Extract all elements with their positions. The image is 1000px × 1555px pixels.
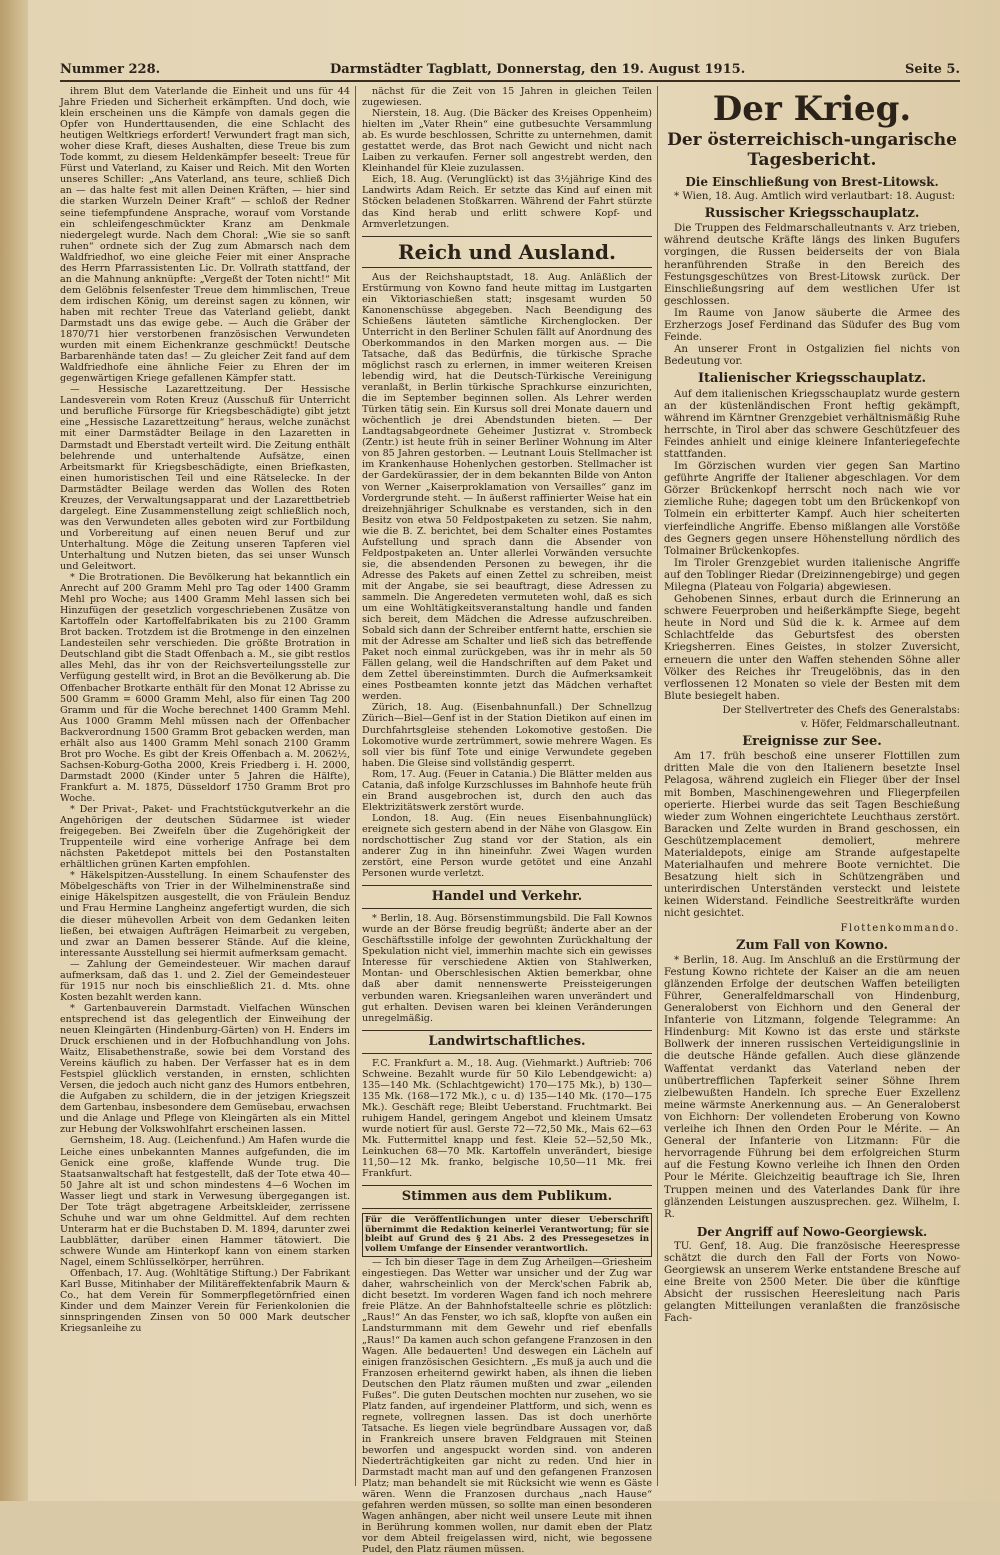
article-paragraph: London, 18. Aug. (Ein neues Eisenbahnunglück) ereignete sich gestern abend in der Nähe von Glasgow. Ein nordschottischer Zug stand vor der Station, als ein anderer Zug in ihn hineinfuhr. Zwei Wagen wurden zerstört, eine Person wurde getötet und eine Anzahl Personen wurde verletzt. — [362, 812, 652, 880]
subheading: Italienischer Kriegsschauplatz. — [697, 371, 927, 387]
subheading: Die Einschließung von Brest-Litowsk. — [685, 175, 939, 189]
article-paragraph: * Gartenbauverein Darmstadt. Vielfachen Wünschen entsprechend ist das gelegentlich der Einweihung der neuen Kleingärten (Hindenburg-Gärten) von H. Enders im Druck erschienen und in der Hofbuchhandlung von Johs. Waitz, Elisabethenstraße, sowie bei dem Vorstand des Vereins käuflich zu haben. Der Verfasser hat es in dem Festspiel glücklich verstanden, in ernsten, schlichten Versen, die jedoch auch nicht ganz des Humors entbehren, die Aufgaben zu schildern, die in der jetzigen Kriegszeit dem Gartenbau, insbesondere dem Gemüsebau, erwachsen und die Anlage und Pflege von Kleingärten als ein Mittel zur Hebung der Volkswohlfahrt erscheinen lassen. — [60, 1002, 350, 1136]
header-rule — [60, 80, 960, 82]
section-heading-handel: Handel und Verkehr. — [362, 885, 652, 909]
article-paragraph: ihrem Blut dem Vaterlande die Einheit und uns für 44 Jahre Frieden und Sicherheit erkämpften. Und doch, wie klein erscheinen uns die Kämpfe von damals gegen die Opfer von Hunderttausenden, die eine Schlacht des heutigen Weltkriegs erfordert! Verwundert fragt man sich, woher diese Kraft, dieses Aushalten, diese Treue bis zum Tode kommt, zu diesem Heldenkämpfer beseelt: Treue für Fürst und Vaterland, zu Kaiser und Reich. Mit den Worten unseres Schiller: „Ans Vaterland, ans teure, schließ Dich an — das halte fest mit allen Deinen Kräften, — hier sind die starken Wurzeln Deiner Kraft“ — schloß der Redner seine tiefempfundene Ansprache, worauf vom Vorstande ein schleifengeschmückter Kranz am Denkmale niedergelegt wurde. Nach dem Choral: „Wie sie so sanft ruhen“ ordnete sich der Zug zum Abmarsch nach dem Waldfriedhof, wo eine gleiche Feier mit einer Ansprache des Herrn Pfarrassistenten Lic. Dr. Vollrath stattfand, der an die Mahnung anknüpfte: „Vergeßt der Toten nicht!“ Mit dem Gelöbnis felsenfester Treue dem himmlischen, Treue dem irdischen König, um dereinst sagen zu können, wir haben mit rechter Treue das Vaterland geliebt, dankt Darmstadt uns das ewige gebe. — Auch die Gräber der 1870/71 hier verstorbenen französischen Verwundeten wurden mit einem Eichenkranze geschmückt! Deutsche Barbarenhände taten das! — Zu gleicher Zeit fand auf dem Waldfriedhofe eine ähnliche Feier zu Ehren der im gegenwärtigen Kriege gefallenen Kämpfer statt. — [60, 86, 350, 385]
editorial-disclaimer: Für die Veröffentlichungen unter dieser Ueberschrift übernimmt die Redaktion keinerlei Verantwortung; für sie bleibt auf Grund des § 21 Abs. 2 des Pressegesetzes in vollem Umfange der Einsender verantwortlich. — [362, 1213, 652, 1257]
page-header — [60, 62, 960, 80]
article-paragraph: — Zahlung der Gemeindesteuer. Wir machen darauf aufmerksam, daß das 1. und 2. Ziel der Gemeindesteuer für 1915 nur noch bis einschließlich 21. d. Mts. ohne Kosten bezahlt werden kann. — [60, 958, 350, 1003]
headline-der-krieg: Der Krieg. — [712, 89, 912, 129]
signature-line: v. Höfer, Feldmarschalleutnant. — [800, 719, 960, 731]
article-paragraph: Gehobenen Sinnes, erbaut durch die Erinnerung an schwere Feuerproben und heißerkämpfte Siege, begeht heute in Nord und Süd die k. k. Armee auf dem Schlachtfelde das Geburtsfest des obersten Kriegsherren. Eines Geistes, in stolzer Zuversicht, erneuern die unter den Waffen stehenden Söhne aller Völker des Reiches ihr Treugelöbnis, das in den verflossenen 12 Monaten so viele der Besten mit dem Blute besiegelt haben. — [664, 594, 960, 702]
article-paragraph: Im Görzischen wurden vier gegen San Martino geführte Angriffe der Italiener abgeschlagen. Vor dem Görzer Brückenkopf herrscht noch nach wie vor ziemliche Ruhe; dagegen tobt um den Brückenkopf von Tolmein ein erbitterter Kampf. Auch hier scheiterten vierfeindliche Angriffe. Ebenso mißlangen alle Vorstöße des Gegners gegen unsere Höhenstellung nördlich des Tolmainer Brückenkopfes. — [664, 461, 960, 557]
article-paragraph: Im Tiroler Grenzgebiet wurden italienische Angriffe auf den Toblinger Riedar (Dreizinnengebirge) und gegen Milegna (Plateau von Folgaria) abgewiesen. — [664, 557, 960, 593]
article-paragraph: Zürich, 18. Aug. (Eisenbahnunfall.) Der Schnellzug Zürich—Biel—Genf ist in der Station Dietikon auf einen im Durchfahrtsgleise stehenden Lokomotive gestoßen. Die Lokomotive wurde zertrümmert, sowie mehrere Wagen. Es soll vier bis fünf Tote und einige Verwundete gegeben haben. Die Gleise sind vollständig gesperrt. — [362, 702, 652, 769]
subheading: Russischer Kriegsschauplatz. — [704, 206, 920, 222]
issue-number: Nummer 228. — [60, 62, 161, 77]
article-paragraph: Auf dem italienischen Kriegsschauplatz wurde gestern an der küstenländischen Front heftig gekämpft, während im Kärntner Grenzgebiet verhältnismäßig Ruhe herrschte, in Tirol aber das schwere Geschützfeuer des Feindes anhielt und einige kleinere Infanteriegefechte stattfanden. — [664, 388, 960, 460]
article-paragraph: * Berlin, 18. Aug. Börsenstimmungsbild. Die Fall Kownos wurde an der Börse freudig begrüßt; änderte aber an der Geschäftsstille infolge der gewohnten Zurückhaltung der Spekulation nicht viel, immerhin machte sich ein gewisses Interesse für verschiedene Aktien von Stahlwerken, Montan- und Oberschlesischen Aktien bemerkbar, ohne daß aber damit nennenswerte Preissteigerungen verbunden waren. Kriegsanleihen waren unverändert und gut erhalten. Devisen waren bei kleinen Veränderungen unregelmäßig. — [362, 913, 652, 1024]
article-paragraph: Nierstein, 18. Aug. (Die Bäcker des Kreises Oppenheim) hielten im „Vater Rhein“ eine gutbesuchte Versammlung ab. Es wurde beschlossen, Schritte zu unternehmen, damit gestattet werde, das Brot nach Gewicht und nicht nach Laiben zu verkaufen. Ferner soll angestrebt werden, den Kleinhandel für Kleie zuzulassen. — [362, 108, 652, 175]
article-paragraph: Aus der Reichshauptstadt, 18. Aug. Anläßlich der Erstürmung von Kowno fand heute mittag im Lustgarten ein Viktoriaschießen statt; insgesamt wurden 50 Kanonenschüsse abgegeben. Nach Beendigung des Schießens läuteten sämtliche Kirchenglocken. Der Unterricht in den Berliner Schulen fällt auf Anordnung des Oberkommandos in den Marken morgen aus. — Die Tatsache, daß das Bedürfnis, die türkische Sprache möglichst rasch zu erlernen, in immer weiteren Kreisen lebendig wird, hat die Deutsch-Türkische Vereinigung veranlaßt, in Berlin türkische Sprachkurse einzurichten, die im September beginnen sollen. Als Lehrer werden Türken tätig sein. Ein Kursus soll drei Monate dauern und wöchentlich je drei Abendstunden bieten. — Der Landtagsabgeordnete Geheimer Justizrat v. Strombeck (Zentr.) ist heute früh in seiner Berliner Wohnung im Alter von 85 Jahren gestorben. — Leutnant Louis Stellmacher ist im Krankenhause Hohenlychen gestorben. Stellmacher ist der Gardekürassier, der in dem bekannten Bilde von Anton von Werner „Kaiserproklamation von Versailles“ ganz im Vordergrunde steht. — In äußerst raffinierter Weise hat ein dreizehnjähriger Schulknabe es verstanden, sich in den Besitz von etwa 50 Feldpostpaketen zu setzen. Sie nahm, wie die B. Z. berichtet, bei dem Schalter eines Postamtes Aufstellung und sprach dann die Absender von Feldpostpaketen an. Unter allerlei Vorwänden versuchte sie, die absendenden Personen zu bewegen, ihr die Adresse des Pakets auf einen Zettel zu schreiben, meist mit der Angabe, sie sei beauftragt, diese Adressen zu sammeln. Die Angeredeten vermuteten wohl, daß es sich um eine Wohltätigkeitsveranstaltung handle und fanden sich bereit, dem Mädchen die Adresse aufzuschreiben. Sobald sich dann der Schreiber entfernt hatte, erschien sie mit der Adresse am Schalter und ließ sich das betreffende Paket noch einmal zurückgeben, was ihr in mehr als 50 Fällen gelang, weil die Handschriften auf dem Paket und dem Zettel übereinstimmten. Durch die Aufmerksamkeit eines Postbeamten konnte jetzt das Mädchen verhaftet werden. — [362, 271, 652, 703]
signature-line: Der Stellvertreter des Chefs des Generalstabs: — [722, 704, 960, 716]
subheading: Ereignisse zur See. — [742, 734, 882, 750]
article-paragraph: F.C. Frankfurt a. M., 18. Aug. (Viehmarkt.) Auftrieb: 706 Schweine. Bezahlt wurde für 50 Kilo Lebendgewicht: a) 135—140 Mk. (Schlachtgewicht) 170—175 Mk.), b) 130—135 Mk. (168—172 Mk.), c u. d) 135—140 Mk. (170—175 Mk.). Geschäft rege; Bleibt Ueberstand. Fruchtmarkt. Bei ruhigem Handel, geringem Angebot und kleinem Umsatz wurde notiert für ausl. Gerste 72—72,50 Mk., Mais 62—63 Mk. Futtermittel knapp und fest. Kleie 52—52,50 Mk., Leinkuchen 68—70 Mk. Kartoffeln unverändert, biesige 11,50—12 Mk. franko, belgische 10,50—11 Mk. frei Frankfurt. — [362, 1057, 652, 1180]
subheading: Zum Fall von Kowno. — [735, 937, 889, 953]
subheading: Der Angriff auf Nowo-Georgiewsk. — [696, 1224, 928, 1239]
article-paragraph: * Wien, 18. Aug. Amtlich wird verlautbart: 18. August: — [674, 191, 956, 203]
article-paragraph: Offenbach, 17. Aug. (Wohltätige Stiftung.) Der Fabrikant Karl Busse, Mitinhaber der Militäreffektenfabrik Maurn & Co., hat dem Verein für Sommerpflegetörnfried einen Kinder und dem Mainzer Verein für Ferienkolonien die sinnspringenden Zinsen von 50 000 Mark deutscher Kriegsanleihe zu — [60, 1268, 350, 1335]
article-paragraph: — Hessische Lazarettzeitung. Der Hessische Landesverein vom Roten Kreuz (Ausschuß für Unterricht und berufliche Fürsorge für Kriegsbeschädigte) gibt jetzt eine „Hessische Lazarettzeitung“ heraus, welche zunächst mit einer Darmstädter Beilage in den Lazaretten in Darmstadt und Eberstadt verteilt wird. Die Zeitung enthält belehrende und unterhaltende Aufsätze, einen Arbeitsmarkt für Kriegsbeschädigte, einen Briefkasten, einen humoristischen Teil und eine Rätselecke. In der Darmstädter Beilage werden das Wollen des Roten Kreuzes, der Verwaltungsapparat und der Lazarettbetrieb dargelegt. Eine Zusammenstellung zeigt schließlich noch, was den Verwundeten alles geboten wird zur Fortbildung und Vorbereitung auf einen neuen Beruf und zur Unterhaltung. Möge die Zeitung unseren Tapferen viel Unterhaltung und Nutzen bieten, das sei unser Wunsch und Geleitwort. — [60, 384, 350, 573]
article-paragraph: Gernsheim, 18. Aug. (Leichenfund.) Am Hafen wurde die Leiche eines unbekannten Mannes aufgefunden, die im Genick eine große, klaffende Wunde trug. Die Staatsanwaltschaft hat festgestellt, daß der Tote etwa 40—50 Jahre alt ist und schon mindestens 4—6 Wochen im Wasser liegt und stark in Verwesung übergegangen ist. Der Tote trägt abgetragene Arbeitskleider, zerrissene Schuhe und war um ohne Geldmittel. Auf dem rechten Unterarm hat er die Buchstaben D. M. 1894, darunter zwei Laubblätter, darüber einen Hammer tätowiert. Die schwere Wunde am Hinterkopf kann von einem starken Nagel, einem Schlüsselkörper, herrühren. — [60, 1135, 350, 1268]
headline-tagesbericht: Der österreichisch-ungarische Tagesbericht. — [667, 130, 957, 170]
page-number: Seite 5. — [905, 62, 960, 77]
article-paragraph: * Die Brotrationen. Die Bevölkerung hat bekanntlich ein Anrecht auf 200 Gramm Mehl pro Tag oder 1400 Gramm Mehl pro Woche; aus 1400 Gramm Mehl lassen sich bei Hinzufügen der gesetzlich vorgeschriebenen Zusätze von Kartoffeln oder Kartoffelfabrikaten bis zu 2100 Gramm Brot backen. Trotzdem ist die Brotmenge in den einzelnen Landesteilen sehr verschieden. Die größte Brotration in Deutschland gibt die Stadt Offenbach a. M., sie gibt restlos alles Mehl, das ihr von der Reichsverteilungsstelle zur Verfügung gestellt wird, in Brot an die Bevölkerung ab. Die Offenbacher Brotkarte enthält für den Monat 12 Abrisse zu 500 Gramm = 6000 Gramm Mehl, also für einen Tag 200 Gramm und für die Woche berechnet 1400 Gramm Mehl. Aus 1000 Gramm Mehl müssen nach der Offenbacher Backverordnung 1500 Gramm Brot gebacken werden, man erhält also aus 1400 Gramm Mehl sonach 2100 Gramm Brot pro Woche. Es gibt der Kreis Offenbach a. M. 2062½, Sachsen-Koburg-Gotha 2000, Kreis Friedberg i. H. 2000, Darmstadt 2000 (Kinder unter 5 Jahren die Hälfte), Frankfurt a. M. 1875, Düsseldorf 1750 Gramm Brot pro Woche. — [60, 572, 350, 804]
section-heading-reich-ausland: Reich und Ausland. — [362, 236, 652, 268]
masthead-date: Darmstädter Tagblatt, Donnerstag, den 19. August 1915. — [330, 62, 746, 77]
article-paragraph: Im Raume von Janow säuberte die Armee des Erzherzogs Josef Ferdinand das Südufer des Bug vom Feinde. — [664, 307, 960, 344]
article-paragraph: * Der Privat-, Paket- und Frachtstückgutverkehr an die Angehörigen der deutschen Südarmee ist wieder freigegeben. Bei Zweifeln über die Zugehörigkeit der Truppenteile wird eine vorherige Anfrage bei dem nächsten Paketdepot mittels bei den Postanstalten erhältlichen grünen Karten empfohlen. — [60, 804, 350, 871]
article-paragraph: Die Truppen des Feldmarschalleutnants v. Arz trieben, während deutsche Kräfte längs des linken Bugufers vorgingen, die Russen beiderseits der von Biala heranführenden Straße in den Bereich des Festungsgeschützes von Brest-Litowsk zurück. Der Einschließungsring auf dem westlichen Ufer ist geschlossen. — [664, 223, 960, 307]
article-paragraph: Am 17. früh beschoß eine unserer Flottillen zum dritten Male die von den Italienern besetzte Insel Pelagosa, während zugleich ein Flieger über der Insel mit Bomben, Maschinengewehren und Fliegerpfeilen operierte. Hierbei wurde das seit Tagen Beschießung wieder zum Wohnen eingerichtete Leuchthaus zerstört. Baracken und Zelte wurden in Brand geschossen, ein Geschützemplacement demoliert, mehrere Materialdepots, einige am Strande aufgestapelte Materialhaufen und mehrere Boote vernichtet. Die Besatzung hielt sich in Schützengräben und unterirdischen Unterständen versteckt und leistete keinen Widerstand. Feindliche Seestreitkräfte wurden nicht gesichtet. — [664, 751, 960, 920]
column-1 — [60, 86, 350, 1491]
page-spine — [0, 0, 28, 1501]
article-paragraph: * Häkelspitzen-Ausstellung. In einem Schaufenster des Möbelgeschäfts von Trier in der Wilhelminenstraße sind einige Häkelspitzen ausgestellt, die von Fräulein Benduz und Frau Hermine Langheinz angefertigt wurden, die sich die dieser mühevollen Arbeit von dem Gedanken leiten ließen, bei etwaigen Aufträgen Heimarbeit zu vergeben, und zwar an Damen besserer Stände. Auf die kleine, interessante Ausstellung sei hiermit aufmerksam gemacht. — [60, 870, 350, 959]
article-paragraph: TU. Genf, 18. Aug. Die französische Heerespresse schätzt die durch den Fall der Forts von Nowo-Georgiewsk an unserem Werke entstandene Bresche auf eine Breite von 2500 Meter. Die über die künftige Absicht der russischen Heeresleitung nach Paris gelangten Mitteilungen veranlaßten die französische Fach- — [664, 1240, 960, 1325]
column-rule-1 — [355, 86, 356, 1486]
column-3 — [664, 86, 960, 1491]
article-paragraph: — Ich bin dieser Tage in dem Zug Arheilgen—Griesheim eingestiegen. Das Wetter war unsicher und der Zug war daher, wahrscheinlich von der Merck'schen Fabrik ab, dicht besetzt. Im vorderen Wagen fand ich noch mehrere freie Plätze. An der Bahnhofstalteelle schrie es plötzlich: „Raus!“ An das Fenster, wo ich saß, klopfte von außen ein Landsturmmann mit dem Gewehr und rief ebenfalls „Raus!“ Da kamen auch schon gefangene Franzosen in den Wagen. Alle bedauerten! Und deswegen ein Lächeln auf einigen französischen Gesichtern. „Es muß ja auch und die Franzosen erheiternd gewirkt haben, als ihnen die lieben Deutschen den Platz räumen mußten und zwar „eilenden Fußes“. Die guten Deutschen mochten nur zusehen, wo sie Platz fanden, auf irgendeiner Plattform, und sich, wenn es regnete, vollregnen lassen. Das ist doch unerhörte Tatsache. Es liegen viele begründbare Aussagen vor, daß in Frankreich unsere braven Feldgrauen mit Steinen beworfen und angespuckt worden sind. von anderen Niederträchtigkeiten gar nicht zu reden. Und hier in Darmstadt macht man auf und den gefangenen Franzosen Platz; man behandelt sie mit Rücksicht wie wenn es Gäste wären. Wenn die Franzosen durchaus „nach Hause“ gefahren werden müssen, so sollte man einen besonderen Wagen anhängen, aber nicht weil unsere Leute mit ihnen in Berührung kommen wollen, nur damit eben der Platz vor dem Abteil freigelassen wird, nicht, wie begossene Pudel, den Platz räumen müssen. — [362, 1257, 652, 1555]
section-heading-stimmen: Stimmen aus dem Publikum. — [362, 1185, 652, 1209]
article-paragraph: * Berlin, 18. Aug. Im Anschluß an die Erstürmung der Festung Kowno richtete der Kaiser an die am neuen glänzenden Erfolge der deutschen Waffen beteiligten Führer, Generalfeldmarschall von Hindenburg, Generaloberst von Eichhorn und den General der Infanterie von Litzmann, folgende Telegramme: An Hindenburg: Mit Kowno ist das erste und stärkste Bollwerk der inneren russischen Verteidigungslinie in die deutsche Hände gefallen. Auch diese glänzende Waffentat verdankt das Vaterland neben der unübertrefflichen Tapferkeit seiner Söhne Ihrem zielbewußten Handeln. Ich spreche Euer Exzellenz meine wärmste Anerkennung aus. — An Generaloberst von Eichhorn: Der vollendeten Eroberung von Kowno verleihe ich Ihnen den Orden Pour le Mérite. — An General der Infanterie von Litzmann: Für die hervorragende Führung bei dem erfolgreichen Sturm auf die Festung Kowno verleihe ich Ihnen den Orden Pour le Mérite. Gleichzeitig beauftrage ich Sie, Ihren Truppen meinen und des Vaterlandes Dank für ihre glänzenden Leistungen auszusprechen. gez. Wilhelm, I. R. — [664, 954, 960, 1220]
article-paragraph: nächst für die Zeit von 15 Jahren in gleichen Teilen zugewiesen. — [362, 86, 652, 109]
column-2 — [362, 86, 652, 1555]
article-paragraph: Rom, 17. Aug. (Feuer in Catania.) Die Blätter melden aus Catania, daß infolge Kurzschlusses im Bahnhofe heute früh ein Brand ausgebrochen ist, durch den auch das Elektrizitätswerk zerstört wurde. — [362, 768, 652, 813]
column-rule-2 — [657, 86, 658, 1486]
article-paragraph: Eich, 18. Aug. (Verunglückt) ist das 3½jährige Kind des Landwirts Adam Reich. Er setzte das Kind auf einen mit Stöcken beladenen Stoßkarren. Während der Fahrt stürzte das Kind herab und erlitt schwere Kopf- und Armverletzungen. — [362, 174, 652, 230]
article-paragraph: An unserer Front in Ostgalizien fiel nichts von Bedeutung vor. — [664, 344, 960, 368]
section-heading-landwirtschaft: Landwirtschaftliches. — [362, 1030, 652, 1054]
signature-line: Flottenkommando. — [840, 922, 960, 934]
